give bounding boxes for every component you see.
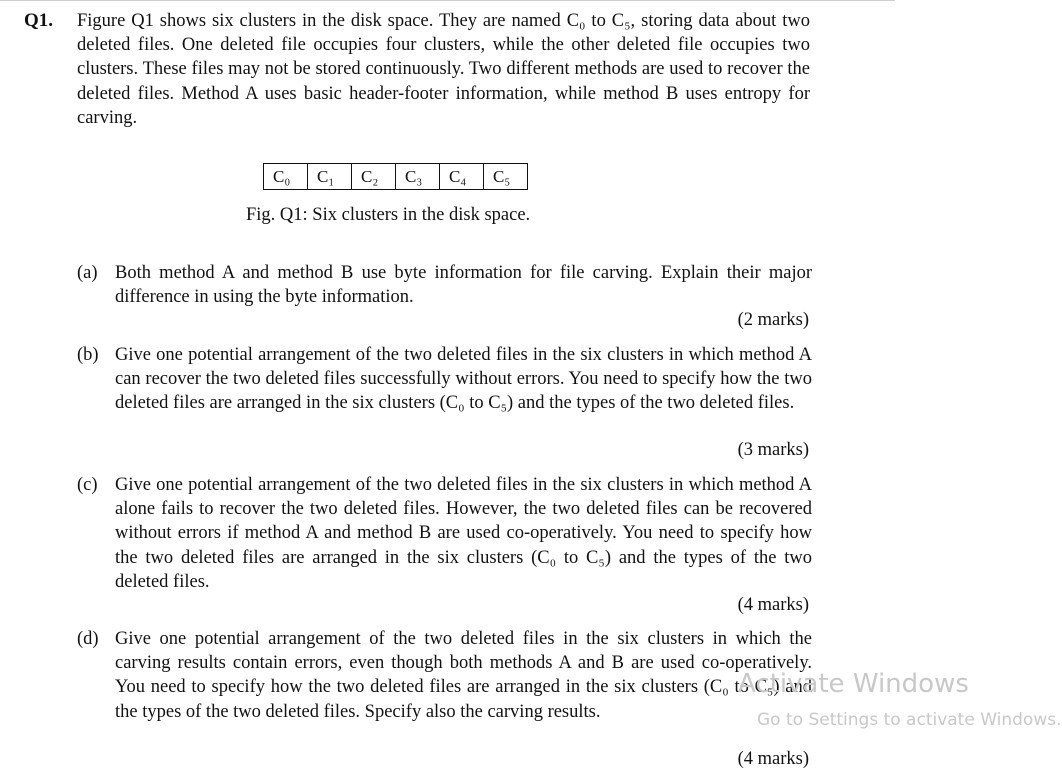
part-a — [77, 261, 812, 309]
settings-watermark: Go to Settings to activate Windows. — [757, 710, 1062, 730]
part-label: (b) — [77, 345, 99, 365]
part-label: (d) — [77, 629, 99, 649]
cluster-cell: C₂ — [352, 164, 396, 190]
cluster-cell: C₀ — [264, 164, 308, 190]
cluster-figure — [263, 163, 528, 190]
part-b — [77, 343, 812, 416]
part-c — [77, 473, 812, 594]
question-intro: Figure Q1 shows six clusters in the disk space. They are named C₀ to C₅, storing data about two deleted files. One deleted file occupies four clusters, while the other deleted file occupies two clusters. These files may not be stored continuously. Two different methods are used to recover the deleted files. Method A uses basic header-footer information, while method B uses entropy for carving. — [77, 11, 810, 128]
part-d — [77, 627, 812, 724]
part-marks: (4 marks) — [737, 595, 809, 615]
part-marks: (4 marks) — [737, 749, 809, 769]
cluster-cell: C₃ — [396, 164, 440, 190]
figure-caption: Fig. Q1: Six clusters in the disk space. — [246, 205, 531, 225]
part-text: Give one potential arrangement of the two deleted files in the six clusters in which method A can recover the two deleted files successfully without errors. You need to specify how the two deleted files are arranged in the six clusters (C₀ to C₅) and the types of the two deleted files. — [115, 345, 812, 414]
question-number: Q1. — [24, 10, 54, 31]
cluster-cell: C₅ — [484, 164, 528, 190]
part-marks: (3 marks) — [737, 440, 809, 460]
top-border-line — [0, 0, 895, 1]
activate-windows-watermark: Activate Windows — [738, 669, 969, 699]
part-label: (a) — [77, 263, 98, 283]
part-label: (c) — [77, 475, 98, 495]
cluster-cell: C₄ — [440, 164, 484, 190]
part-text: Both method A and method B use byte information for file carving. Explain their major difference in using the byte information. — [115, 263, 812, 308]
part-text: Give one potential arrangement of the two deleted files in the six clusters in which the carving results contain errors, even though both methods A and B are used co-operatively. You need to specify how the two deleted files are arranged in the six clusters (C₀ to C₅) and the types of the two deleted files. Specify also the carving results. — [115, 629, 812, 722]
cluster-cell: C₁ — [308, 164, 352, 190]
part-text: Give one potential arrangement of the two deleted files in the six clusters in which method A alone fails to recover the two deleted files. However, the two deleted files can be recovered without errors if method A and method B are used co-operatively. You need to specify how the two deleted files are arranged in the six clusters (C₀ to C₅) and the types of the two deleted files. — [115, 475, 812, 592]
part-marks: (2 marks) — [737, 310, 809, 330]
